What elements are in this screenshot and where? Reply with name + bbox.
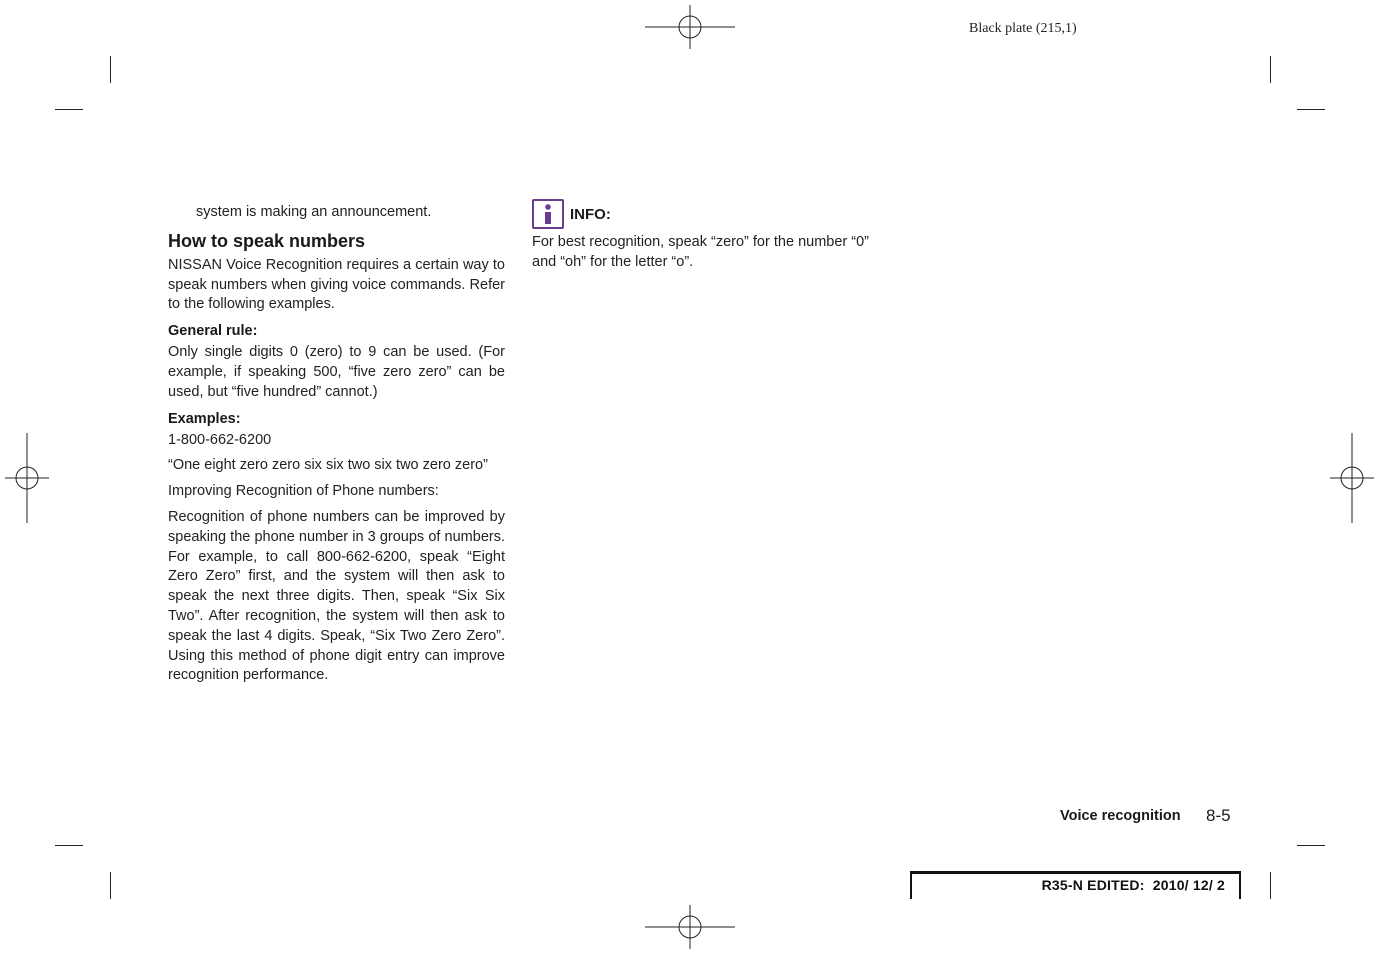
footer-section-title: Voice recognition	[1060, 808, 1181, 824]
general-rule-heading: General rule:	[168, 323, 258, 340]
section-heading: How to speak numbers	[168, 230, 366, 251]
plate-label: Black plate (215,1)	[969, 21, 1077, 36]
improving-text: Recognition of phone numbers can be improved by speaking the phone number in 3 groups of numbers. For example, to call 800-662-6200, speak “Eight Zero Zero” first, and the system will then ask to speak the next three digits. Then, speak “Six Six Two”. After recognition, the system will then ask to speak the last 4 digits. Speak, “Six Two Zero Zero”. Using this method of phone digit entry can improve recognition performance.	[168, 508, 505, 684]
improving-heading: Improving Recognition of Phone numbers:	[168, 483, 439, 500]
info-header	[532, 199, 869, 229]
crop-mark-bottom-right-vertical	[1270, 872, 1271, 899]
examples-heading: Examples:	[168, 410, 241, 427]
registration-mark-top-icon	[645, 5, 735, 49]
registration-mark-right-icon	[1330, 433, 1374, 523]
example-spoken: “One eight zero zero six six two six two zero zero”	[168, 457, 488, 474]
crop-mark-bottom-left-vertical	[110, 872, 111, 899]
page-number: 8-5	[1206, 806, 1231, 825]
edited-stamp-text: R35-N EDITED: 2010/ 12/ 2	[1041, 877, 1225, 893]
left-column	[168, 203, 505, 692]
edited-stamp-box	[910, 871, 1241, 899]
crop-mark-bottom-right-horizontal	[1297, 845, 1325, 846]
example-number: 1-800-662-6200	[168, 431, 272, 448]
intro-text: system is making an announcement.	[196, 204, 432, 220]
crop-mark-top-right-horizontal	[1297, 109, 1325, 110]
info-text: For best recognition, speak “zero” for the number “0” and “oh” for the letter “o”.	[532, 234, 869, 270]
crop-mark-top-left-horizontal	[55, 109, 83, 110]
registration-mark-bottom-icon	[645, 905, 735, 949]
crop-mark-bottom-left-horizontal	[55, 845, 83, 846]
right-column	[532, 199, 869, 279]
info-title: INFO:	[570, 205, 611, 223]
crop-mark-top-right-vertical	[1270, 56, 1271, 83]
registration-mark-left-icon	[5, 433, 49, 523]
general-rule-text: Only single digits 0 (zero) to 9 can be used. (For example, if speaking 500, “five zero zero” can be used, but “five hundred” cannot.)	[168, 344, 505, 400]
intro-paragraph: NISSAN Voice Recognition requires a certain way to speak numbers when giving voice commands. Refer to the following examples.	[168, 256, 505, 313]
crop-mark-top-left-vertical	[110, 56, 111, 83]
info-icon	[532, 199, 564, 229]
